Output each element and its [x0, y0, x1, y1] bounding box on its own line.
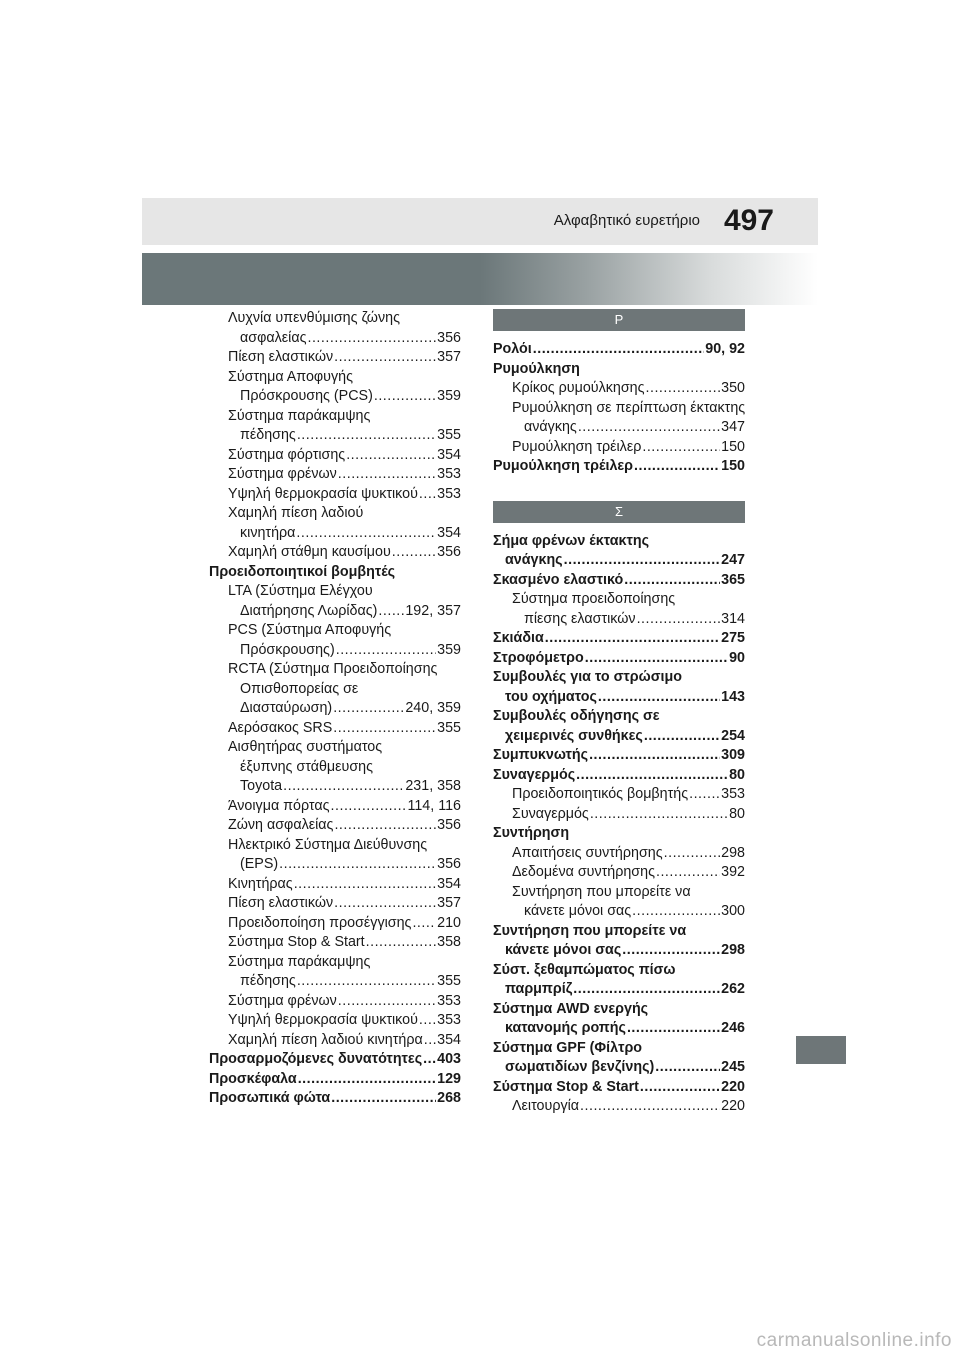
- index-entry: [209, 738, 461, 797]
- index-entry: [209, 1011, 461, 1031]
- index-entry: [493, 590, 745, 629]
- entry-page: 143: [721, 688, 745, 705]
- entry-page: 356: [437, 329, 461, 346]
- entry-label: Ρυμούλκηση σε περίπτωση έκτακτης: [512, 399, 746, 416]
- index-entry: [209, 816, 461, 836]
- entry-label: Σήμα φρένων έκτακτης: [493, 532, 650, 549]
- leader-dots: [338, 465, 436, 485]
- index-entry: [209, 1031, 461, 1051]
- index-entry: [493, 438, 745, 458]
- entry-page: 300: [721, 903, 745, 919]
- leader-dots: [423, 1050, 436, 1070]
- entry-label: Ζώνη ασφαλείας: [228, 817, 334, 833]
- entry-label: κινητήρα: [240, 524, 296, 541]
- index-entry: [493, 707, 745, 746]
- entry-page: 358: [437, 934, 461, 950]
- index-entry: [209, 719, 461, 739]
- entry-label: Συντήρηση που μπορείτε να: [512, 883, 691, 900]
- leader-dots: [646, 379, 721, 399]
- entry-page: 357: [437, 895, 461, 911]
- entry-page: 90: [729, 649, 745, 666]
- entry-page: 355: [437, 427, 461, 443]
- entry-label: Υψηλή θερμοκρασία ψυκτικού: [228, 1012, 418, 1028]
- entry-label: Απαιτήσεις συντήρησης: [512, 844, 663, 861]
- section-letter-bar: Ρ: [493, 309, 745, 331]
- entry-label: Ρολόι: [493, 341, 532, 357]
- entry-page: 356: [437, 856, 461, 872]
- index-entry: [493, 1039, 745, 1078]
- index-entry: [493, 457, 745, 477]
- index-entry: [209, 894, 461, 914]
- leader-dots: [589, 746, 720, 766]
- index-entry: [209, 992, 461, 1012]
- entry-page: 298: [721, 942, 745, 958]
- index-entry: [493, 571, 745, 591]
- watermark: carmanualsonline.info: [756, 1330, 952, 1351]
- index-entry: [493, 863, 745, 883]
- leader-dots: [297, 426, 436, 446]
- section-gap: [493, 477, 745, 501]
- section-letter-bar: Σ: [493, 501, 745, 523]
- index-entry: [493, 340, 745, 360]
- leader-dots: [573, 980, 720, 1000]
- entry-page: 350: [721, 380, 745, 396]
- leader-dots: [378, 602, 404, 622]
- index-entry: [493, 649, 745, 669]
- leader-dots: [545, 629, 720, 649]
- chapter-tab: [796, 1036, 846, 1064]
- index-entry: [493, 844, 745, 864]
- entry-label: Πίεση ελαστικών: [228, 349, 334, 365]
- entry-label: σωματιδίων βενζίνης): [505, 1059, 655, 1075]
- entry-label: Συμβουλές οδήγησης σε: [493, 708, 660, 724]
- leader-dots: [297, 972, 436, 992]
- leader-dots: [334, 816, 436, 836]
- entry-label: κάνετε μόνοι σας: [505, 942, 622, 958]
- entry-label: Κινητήρας: [228, 875, 293, 892]
- entry-label: Λυχνία υπενθύμισης ζώνης: [228, 310, 400, 326]
- entry-label: Αισθητήρας συστήματος: [228, 739, 383, 755]
- entry-label: Προσκέφαλα: [209, 1070, 297, 1087]
- entry-label: LTA (Σύστημα Ελέγχου: [228, 583, 373, 599]
- leader-dots: [331, 797, 407, 817]
- entry-page: 298: [721, 844, 745, 861]
- entry-label: χειμερινές συνθήκες: [505, 727, 643, 744]
- entry-label: κατανομής ροπής: [505, 1020, 626, 1036]
- entry-label: Πρόσκρουσης): [240, 641, 335, 658]
- leader-dots: [655, 1058, 720, 1078]
- leader-dots: [634, 457, 720, 477]
- leader-dots: [333, 699, 404, 719]
- leader-dots: [622, 941, 720, 961]
- index-entry: [493, 532, 745, 571]
- index-entry: [493, 1000, 745, 1039]
- index-entry: [493, 824, 745, 844]
- leader-dots: [689, 785, 720, 805]
- leader-dots: [533, 340, 704, 360]
- index-entry: [209, 1089, 461, 1109]
- entry-label: Χαμηλή στάθμη καυσίμου: [228, 544, 391, 560]
- entry-label: RCTA (Σύστημα Προειδοποίησης: [228, 661, 438, 677]
- leader-dots: [296, 524, 436, 544]
- leader-dots: [298, 1070, 436, 1090]
- leader-dots: [632, 902, 720, 922]
- page-header: [142, 198, 818, 245]
- leader-dots: [656, 863, 720, 883]
- entry-page: 220: [721, 1078, 745, 1095]
- leader-dots: [366, 933, 437, 953]
- index-entry: [493, 668, 745, 707]
- index-entry: [493, 379, 745, 399]
- entry-label: πέδησης: [240, 973, 296, 989]
- entry-label: Διατήρησης Λωρίδας): [240, 602, 378, 619]
- leader-dots: [624, 571, 720, 591]
- index-entry: [493, 746, 745, 766]
- entry-page: 268: [437, 1090, 461, 1106]
- index-entry: [493, 961, 745, 1000]
- leader-dots: [336, 641, 436, 661]
- index-entry: [493, 629, 745, 649]
- index-entry: [493, 922, 745, 961]
- index-entry: [493, 805, 745, 825]
- entry-label: Συντήρηση που μπορείτε να: [493, 922, 687, 939]
- entry-page: 354: [437, 1031, 461, 1048]
- leader-dots: [578, 418, 720, 438]
- entry-label: (EPS): [240, 856, 279, 872]
- entry-page: 192, 357: [405, 602, 461, 619]
- index-entry: [209, 875, 461, 895]
- entry-label: ανάγκης: [524, 419, 577, 435]
- entry-page: 353: [437, 992, 461, 1009]
- index-entry: [493, 785, 745, 805]
- index-entry: [209, 563, 461, 583]
- entry-label: Αερόσακος SRS: [228, 719, 333, 736]
- entry-label: Σύστημα παράκαμψης: [228, 953, 371, 970]
- leader-dots: [392, 543, 436, 563]
- leader-dots: [331, 1089, 436, 1109]
- entry-page: 246: [721, 1020, 745, 1036]
- index-entry: [209, 348, 461, 368]
- entry-page: 220: [721, 1098, 745, 1114]
- entry-page: 359: [437, 641, 461, 658]
- leader-dots: [640, 1078, 720, 1098]
- index-entry: [209, 621, 461, 660]
- index-entry: [209, 582, 461, 621]
- leader-dots: [374, 387, 436, 407]
- entry-label: Πίεση ελαστικών: [228, 895, 334, 911]
- leader-dots: [419, 485, 436, 505]
- entry-label: Οπισθοπορείας σε: [240, 680, 359, 697]
- index-entry: [209, 465, 461, 485]
- entry-page: 355: [437, 973, 461, 989]
- entry-page: 275: [721, 630, 745, 646]
- index-entry: [493, 766, 745, 786]
- index-entry: [209, 368, 461, 407]
- index-entry: [209, 1070, 461, 1090]
- leader-dots: [338, 992, 436, 1012]
- entry-label: Δεδομένα συντήρησης: [512, 864, 655, 880]
- index-entry: [493, 1097, 745, 1117]
- entry-page: 247: [721, 552, 745, 568]
- entry-label: ανάγκης: [505, 552, 563, 568]
- entry-page: 240, 359: [405, 700, 461, 716]
- entry-page: 90, 92: [705, 341, 745, 357]
- leader-dots: [279, 855, 436, 875]
- entry-label: έξυπνης στάθμευσης: [240, 758, 374, 775]
- index-entry: [209, 660, 461, 719]
- entry-label: πίεσης ελαστικών: [524, 610, 636, 627]
- entry-label: Διασταύρωση): [240, 700, 333, 716]
- entry-label: Σύστημα φόρτισης: [228, 446, 346, 463]
- index-entry: [493, 360, 745, 380]
- entry-label: Σύστημα Stop & Start: [493, 1078, 639, 1095]
- leader-dots: [346, 446, 436, 466]
- index-entry: [493, 399, 745, 438]
- leader-dots: [627, 1019, 720, 1039]
- header-banner: [142, 253, 818, 305]
- leader-dots: [598, 688, 720, 708]
- entry-page: 392: [721, 864, 745, 880]
- entry-page: 254: [721, 727, 745, 744]
- entry-label: Πρόσκρουσης (PCS): [240, 388, 373, 404]
- entry-page: 347: [721, 419, 745, 435]
- index-entry: [209, 504, 461, 543]
- entry-label: Προσαρμοζόμενες δυνατότητες: [209, 1051, 423, 1067]
- index-entry: [209, 485, 461, 505]
- entry-page: 403: [437, 1051, 461, 1067]
- leader-dots: [664, 844, 721, 864]
- entry-label: Κρίκος ρυμούλκησης: [512, 380, 645, 396]
- entry-page: 355: [437, 719, 461, 736]
- entry-label: Σύστημα AWD ενεργής: [493, 1000, 649, 1017]
- index-entry: [209, 797, 461, 817]
- leader-dots: [590, 805, 728, 825]
- entry-page: 359: [437, 388, 461, 404]
- entry-label: Σκιάδια: [493, 630, 544, 646]
- entry-label: Λειτουργία: [512, 1098, 580, 1114]
- entry-page: 231, 358: [405, 778, 461, 794]
- leader-dots: [637, 610, 721, 630]
- entry-label: Συναγερμός: [512, 805, 589, 822]
- entry-label: Συμπυκνωτής: [493, 747, 589, 763]
- entry-page: 357: [437, 349, 461, 365]
- index-entry: [209, 309, 461, 348]
- leader-dots: [564, 551, 721, 571]
- entry-label: κάνετε μόνοι σας: [524, 903, 632, 919]
- entry-label: Σύστημα προειδοποίησης: [512, 591, 676, 607]
- entry-page: 353: [721, 786, 745, 802]
- entry-page: 114, 116: [407, 797, 461, 814]
- leader-dots: [283, 777, 404, 797]
- index-entry: [209, 933, 461, 953]
- entry-label: Συντήρηση: [493, 825, 570, 841]
- entry-page: 210: [437, 914, 461, 931]
- leader-dots: [412, 914, 436, 934]
- entry-page: 356: [437, 544, 461, 560]
- index-entry: [209, 1050, 461, 1070]
- entry-label: Σύστημα φρένων: [228, 992, 337, 1009]
- entry-label: του οχήματος: [505, 688, 597, 705]
- entry-label: Συναγερμός: [493, 766, 576, 783]
- index-entry: [493, 883, 745, 922]
- entry-label: Άνοιγμα πόρτας: [228, 797, 330, 814]
- entry-label: Χαμηλή πίεση λαδιού κινητήρα: [228, 1031, 423, 1048]
- entry-page: 354: [437, 446, 461, 463]
- entry-page: 365: [721, 571, 745, 588]
- entry-page: 80: [729, 766, 745, 783]
- leader-dots: [419, 1011, 436, 1031]
- entry-label: Σύστημα παράκαμψης: [228, 407, 371, 424]
- entry-label: παρμπρίζ: [505, 981, 573, 997]
- entry-label: Υψηλή θερμοκρασία ψυκτικού: [228, 485, 418, 502]
- entry-label: Προειδοποιητικοί βομβητές: [209, 563, 396, 580]
- leader-dots: [334, 348, 436, 368]
- entry-page: 353: [437, 466, 461, 482]
- entry-page: 245: [721, 1059, 745, 1075]
- entry-page: 354: [437, 875, 461, 892]
- entry-label: PCS (Σύστημα Αποφυγής: [228, 622, 392, 638]
- entry-page: 262: [721, 981, 745, 997]
- entry-page: 129: [437, 1070, 461, 1087]
- leader-dots: [644, 727, 720, 747]
- entry-label: Ρυμούλκηση τρέιλερ: [512, 438, 642, 455]
- entry-label: Toyota: [240, 778, 283, 794]
- leader-dots: [585, 649, 728, 669]
- entry-label: ασφαλείας: [240, 329, 307, 346]
- leader-dots: [307, 329, 436, 349]
- entry-page: 314: [721, 610, 745, 627]
- entry-label: Σύστ. ξεθαμπώματος πίσω: [493, 961, 676, 978]
- entry-page: 353: [437, 1012, 461, 1028]
- entry-label: Σύστημα Αποφυγής: [228, 368, 353, 385]
- entry-page: 353: [437, 485, 461, 502]
- leader-dots: [333, 719, 436, 739]
- entry-page: 309: [721, 747, 745, 763]
- index-entry: [209, 953, 461, 992]
- index-entry: [209, 407, 461, 446]
- header-title: Αλφαβητικό ευρετήριο: [553, 212, 700, 229]
- entry-label: Σύστημα Stop & Start: [228, 934, 365, 950]
- entry-label: Προειδοποίηση προσέγγισης: [228, 914, 412, 931]
- entry-label: Ρυμούλκηση τρέιλερ: [493, 458, 634, 474]
- entry-label: Ηλεκτρικό Σύστημα Διεύθυνσης: [228, 836, 428, 853]
- entry-page: 150: [721, 438, 745, 455]
- entry-label: Σύστημα φρένων: [228, 466, 337, 482]
- leader-dots: [424, 1031, 436, 1051]
- index-entry: [209, 836, 461, 875]
- entry-page: 80: [729, 805, 745, 822]
- index-entry: [209, 446, 461, 466]
- entry-label: Ρυμούλκηση: [493, 360, 580, 377]
- entry-label: Στροφόμετρο: [493, 649, 584, 666]
- leader-dots: [580, 1097, 720, 1117]
- entry-label: Προειδοποιητικός βομβητής: [512, 786, 689, 802]
- leader-dots: [576, 766, 728, 786]
- index-column-right: [493, 309, 745, 1117]
- entry-page: 150: [721, 458, 745, 474]
- entry-label: Προσωπικά φώτα: [209, 1090, 331, 1106]
- entry-label: πέδησης: [240, 427, 296, 443]
- entry-page: 354: [437, 524, 461, 541]
- index-entry: [209, 914, 461, 934]
- entry-label: Σκασμένο ελαστικό: [493, 571, 624, 588]
- page-number: 497: [723, 204, 774, 237]
- index-entry: [493, 1078, 745, 1098]
- entry-page: 356: [437, 817, 461, 833]
- entry-label: Χαμηλή πίεση λαδιού: [228, 505, 364, 521]
- index-entry: [209, 543, 461, 563]
- leader-dots: [642, 438, 720, 458]
- leader-dots: [294, 875, 436, 895]
- entry-label: Σύστημα GPF (Φίλτρο: [493, 1039, 643, 1056]
- leader-dots: [334, 894, 436, 914]
- index-column-left: [209, 309, 461, 1109]
- entry-label: Συμβουλές για το στρώσιμο: [493, 669, 682, 685]
